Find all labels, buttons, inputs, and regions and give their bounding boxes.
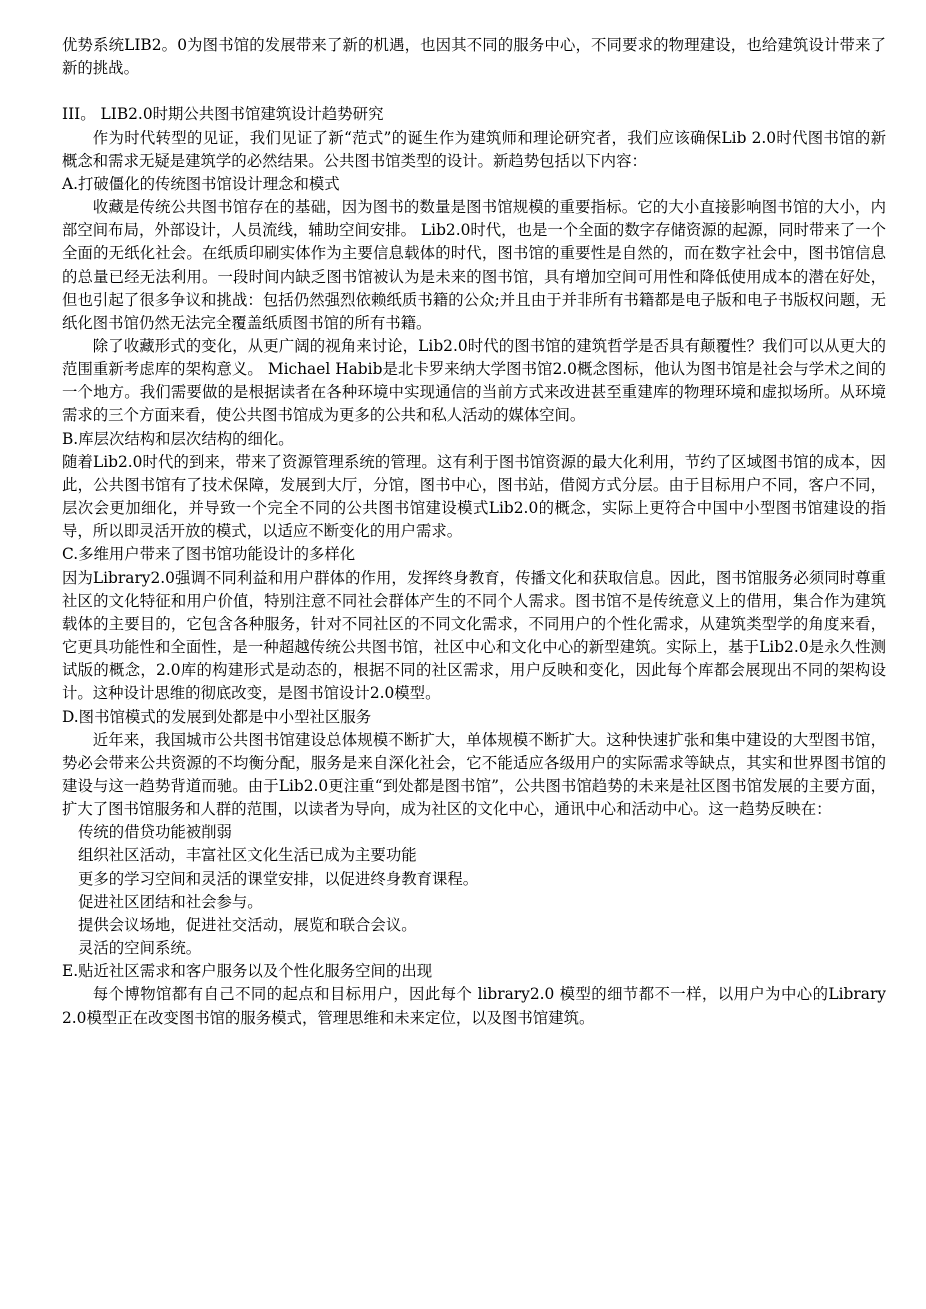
paragraph-b: 随着Lib2.0时代的到来，带来了资源管理系统的管理。这有利于图书馆资源的最大化利用，节约了区域图书馆的成本，因此，公共图书馆有了技术保障，发展到大厅，分馆，图书中心，图书站，借阅方式分层。由于目标用户不同，客户不同，层次会更加细化，并导致一个完全不同的公共图书馆建设模式Lib2.0的概念，实际上更符合中国中小型图书馆建设的指导，所以即灵活开放的模式，以适应不断变化的用户需求。 [62, 452, 886, 541]
paragraph-c: 因为Library2.0强调不同利益和用户群体的作用，发挥终身教育，传播文化和获取信息。因此，图书馆服务必须同时尊重社区的文化特征和用户价值，特别注意不同社会群体产生的不同个人需求。图书馆不是传统意义上的借用，集合作为建筑载体的主要目的，它包含各种服务，针对不同社区的不同文化需求，不同用户的个性化需求，从建筑类型学的角度来看，它更具功能性和全面性，是一种超越传统公共图书馆，社区中心和文化中心的新型建筑。实际上，基于Lib2.0是永久性测试版的概念，2.0库的构建形式是动态的，根据不同的社区需求，用户反映和变化，因此每个库都会展现出不同的架构设计。这种设计思维的彻底改变，是图书馆设计2.0模型。 [62, 568, 886, 703]
paragraph-gap [62, 80, 886, 103]
list-item: 促进社区团结和社会参与。 [78, 892, 263, 911]
paragraph-a-2: 除了收藏形式的变化，从更广阔的视角来讨论，Lib2.0时代的图书馆的建筑哲学是否具有颠覆性？我们可以从更大的范围重新考虑库的架构意义。 Michael Habib是北卡罗来纳大学图书馆2.0概念图标，他认为图书馆是社会与学术之间的一个地方。我们需要做的是根据读者在各种环境中实现通信的当前方式来改进甚至重建库的物理环境和虚拟场所。从环境需求的三个方面来看，使公共图书馆成为更多的公共和私人活动的媒体空间。 [62, 337, 886, 425]
intro-paragraph: 优势系统LIB2。0为图书馆的发展带来了新的机遇，也因其不同的服务中心，不同要求的物理建设，也给建筑设计带来了新的挑战。 [62, 36, 886, 78]
heading-c: C.多维用户带来了图书馆功能设计的多样化 [62, 545, 356, 564]
paragraph-a-1: 收藏是传统公共图书馆存在的基础，因为图书的数量是图书馆规模的重要指标。它的大小直接影响图书馆的大小，内部空间布局，外部设计，人员流线，辅助空间安排。 Lib2.0时代，也是一个全面的数字存储资源的起源，同时带来了一个全面的无纸化社会。在纸质印刷实体作为主要信息载体的时代，图书馆的重要性是自然的，而在数字社会中，图书馆信息的总量已经无法利用。一段时间内缺乏图书馆被认为是未来的图书馆，具有增加空间可用性和降低使用成本的潜在好处，但也引起了很多争议和挑战：包括仍然强烈依赖纸质书籍的公众;并且由于并非所有书籍都是电子版和电子书版权问题，无纸化图书馆仍然无法完全覆盖纸质图书馆的所有书籍。 [62, 198, 886, 332]
list-item: 传统的借贷功能被削弱 [78, 823, 232, 842]
section-title: III。 LIB2.0时期公共图书馆建筑设计趋势研究 [62, 105, 384, 124]
section-paragraph: 作为时代转型的见证，我们见证了新“范式”的诞生作为建筑师和理论研究者，我们应该确保Lib 2.0时代图书馆的新概念和需求无疑是建筑学的必然结果。公共图书馆类型的设计。新趋势包括以下内容： [62, 128, 886, 170]
list-item: 提供会议场地，促进社交活动，展览和联合会议。 [78, 915, 417, 934]
list-item: 组织社区活动，丰富社区文化生活已成为主要功能 [78, 846, 417, 865]
heading-b: B.库层次结构和层次结构的细化。 [62, 429, 294, 448]
paragraph-d: 近年来，我国城市公共图书馆建设总体规模不断扩大，单体规模不断扩大。这种快速扩张和集中建设的大型图书馆，势必会带来公共资源的不均衡分配，服务是来自深化社会，它不能适应各级用户的实际需求等缺点，其实和世界图书馆的建设与这一趋势背道而驰。由于Lib2.0更注重“到处都是图书馆”，公共图书馆趋势的未来是社区图书馆发展的主要方面，扩大了图书馆服务和人群的范围，以读者为导向，成为社区的文化中心，通讯中心和活动中心。这一趋势反映在： [62, 730, 886, 819]
paragraph-e: 每个博物馆都有自己不同的起点和目标用户，因此每个 library2.0 模型的细节都不一样，以用户为中心的Library 2.0模型正在改变图书馆的服务模式，管理思维和未来定位，以及图书馆建筑。 [62, 985, 886, 1027]
heading-d: D.图书馆模式的发展到处都是中小型社区服务 [62, 707, 372, 726]
heading-a: A.打破僵化的传统图书馆设计理念和模式 [62, 174, 340, 193]
list-item: 更多的学习空间和灵活的课堂安排，以促进终身教育课程。 [78, 869, 479, 888]
heading-e: E.贴近社区需求和客户服务以及个性化服务空间的出现 [62, 962, 433, 981]
list-item: 灵活的空间系统。 [78, 939, 202, 958]
